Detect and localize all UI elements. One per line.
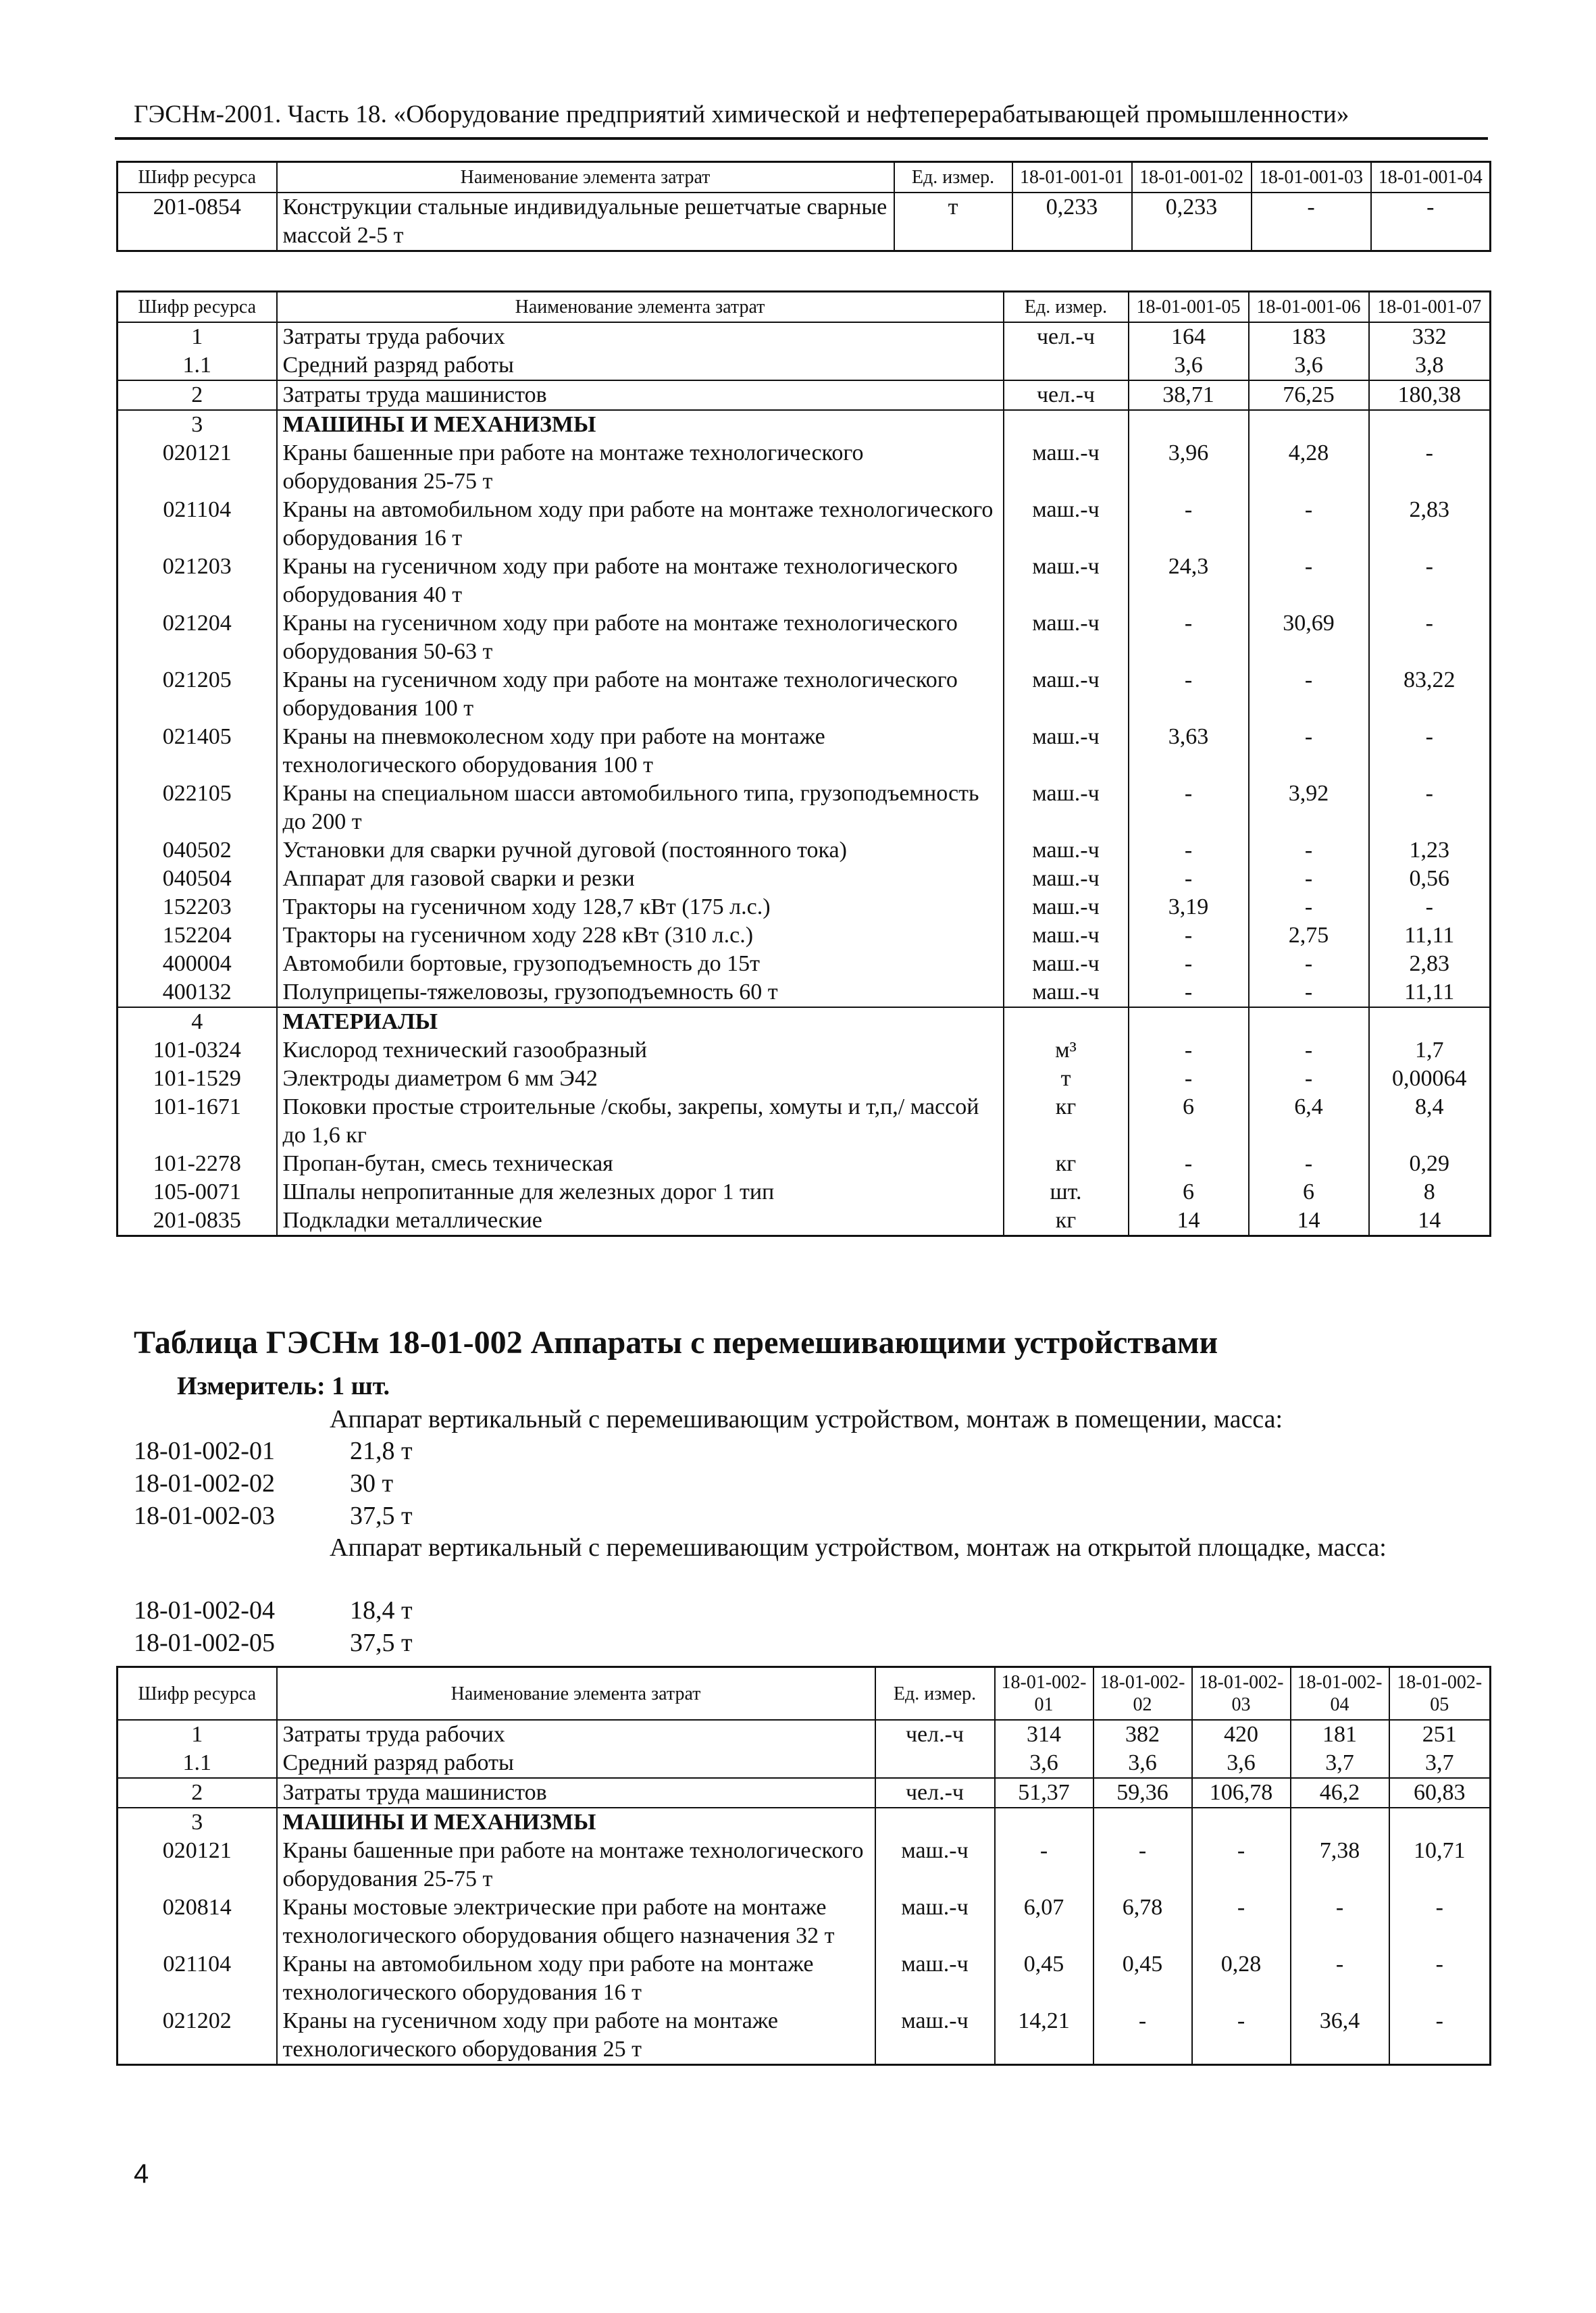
table-row <box>118 1093 1491 1150</box>
value-cell: 3,6 <box>995 1749 1093 1778</box>
value-cell: 14 <box>1369 1206 1491 1236</box>
col-header-name: Наименование элемента затрат <box>277 1667 875 1721</box>
value-cell <box>1249 1007 1369 1036</box>
table-row <box>118 836 1491 865</box>
table-row <box>118 439 1491 496</box>
resource-name-cell: МАШИНЫ И МЕХАНИЗМЫ <box>277 1808 875 1837</box>
value-cell: - <box>1291 1950 1389 2007</box>
table-row <box>118 1150 1491 1178</box>
resource-name-cell: Тракторы на гусеничном ходу 128,7 кВт (175 л.с.) <box>277 893 1004 921</box>
value-cell: 2,83 <box>1369 950 1491 978</box>
value-cell: - <box>1129 950 1249 978</box>
resource-code-cell: 1 <box>118 322 277 351</box>
col-header-variant: 18-01-001-01 <box>1012 162 1132 193</box>
value-cell: - <box>1129 978 1249 1007</box>
group2-description: Аппарат вертикальный с перемешивающим устройством, монтаж на открытой площадке, масса: <box>330 1533 1387 1562</box>
unit-cell: т <box>1004 1065 1129 1093</box>
value-cell: 4,28 <box>1249 439 1369 496</box>
resource-code-cell: 020121 <box>118 439 277 496</box>
value-cell: - <box>1129 921 1249 950</box>
resource-name-cell: Краны на пневмоколесном ходу при работе на монтаже технологического оборудования 100 т <box>277 723 1004 780</box>
table-continuation <box>116 161 1491 252</box>
page-number: 4 <box>134 2159 149 2189</box>
resource-code-cell: 4 <box>118 1007 277 1036</box>
resource-name-cell: Краны башенные при работе на монтаже технологического оборудования 25-75 т <box>277 1837 875 1893</box>
table-row <box>118 921 1491 950</box>
value-cell: - <box>1369 893 1491 921</box>
table-row <box>118 193 1491 251</box>
unit-cell: маш.-ч <box>875 1837 995 1893</box>
value-cell: 46,2 <box>1291 1778 1389 1808</box>
unit-cell: маш.-ч <box>1004 666 1129 723</box>
resource-name-cell: Шпалы непропитанные для железных дорог 1 тип <box>277 1178 1004 1206</box>
value-cell: - <box>1249 496 1369 553</box>
table-002-title: Таблица ГЭСНм 18-01-002 Аппараты с перемешивающими устройствами <box>134 1325 1218 1361</box>
variant-mass: 37,5 т <box>350 1629 413 1657</box>
table-row <box>118 893 1491 921</box>
value-cell: 6 <box>1249 1178 1369 1206</box>
unit-cell: кг <box>1004 1150 1129 1178</box>
value-cell: 24,3 <box>1129 553 1249 609</box>
unit-cell: кг <box>1004 1206 1129 1236</box>
table-row <box>118 1206 1491 1236</box>
header-rule <box>115 137 1488 140</box>
value-cell: - <box>1252 193 1371 251</box>
value-cell: - <box>1129 496 1249 553</box>
resource-code-cell: 1 <box>118 1720 277 1749</box>
resource-name-cell: Краны на гусеничном ходу при работе на монтаже технологического оборудования 50-63 т <box>277 609 1004 666</box>
col-header-unit: Ед. измер. <box>875 1667 995 1721</box>
table-row <box>118 410 1491 439</box>
unit-cell: т <box>894 193 1012 251</box>
resource-name-cell: Подкладки металлические <box>277 1206 1004 1236</box>
value-cell: - <box>1093 1837 1192 1893</box>
unit-cell: маш.-ч <box>1004 780 1129 836</box>
resource-name-cell: Конструкции стальные индивидуальные решетчатые сварные массой 2-5 т <box>277 193 894 251</box>
value-cell: 14,21 <box>995 2007 1093 2065</box>
resource-code-cell: 021104 <box>118 496 277 553</box>
value-cell: 0,28 <box>1192 1950 1291 2007</box>
resource-code-cell: 020814 <box>118 1893 277 1950</box>
unit-cell: маш.-ч <box>1004 496 1129 553</box>
resource-name-cell: Краны на автомобильном ходу при работе на монтаже технологического оборудования 16 т <box>277 496 1004 553</box>
unit-cell: шт. <box>1004 1178 1129 1206</box>
value-cell: - <box>1369 439 1491 496</box>
value-cell: 382 <box>1093 1720 1192 1749</box>
unit-cell: чел.-ч <box>875 1720 995 1749</box>
table-row <box>118 1950 1491 2007</box>
value-cell: 76,25 <box>1249 380 1369 410</box>
value-cell: 332 <box>1369 322 1491 351</box>
resource-name-cell: Краны на автомобильном ходу при работе на монтаже технологического оборудования 16 т <box>277 1950 875 2007</box>
value-cell: 59,36 <box>1093 1778 1192 1808</box>
value-cell: - <box>1369 553 1491 609</box>
resource-code-cell: 105-0071 <box>118 1178 277 1206</box>
resource-code-cell: 021203 <box>118 553 277 609</box>
col-header-unit: Ед. измер. <box>1004 292 1129 323</box>
table-header-row <box>118 162 1491 193</box>
col-header-name: Наименование элемента затрат <box>277 162 894 193</box>
col-header-variant: 18-01-002-02 <box>1093 1667 1192 1721</box>
variant-line <box>134 1628 413 1658</box>
variant-code: 18-01-002-02 <box>134 1469 275 1498</box>
unit-cell: маш.-ч <box>1004 978 1129 1007</box>
unit-cell: маш.-ч <box>1004 439 1129 496</box>
value-cell: 3,19 <box>1129 893 1249 921</box>
value-cell: 7,38 <box>1291 1837 1389 1893</box>
unit-cell <box>1004 1007 1129 1036</box>
value-cell: 106,78 <box>1192 1778 1291 1808</box>
group1-description: Аппарат вертикальный с перемешивающим устройством, монтаж в помещении, масса: <box>330 1405 1283 1433</box>
col-header-code: Шифр ресурса <box>118 1667 277 1721</box>
table-row <box>118 978 1491 1007</box>
resource-name-cell: Затраты труда машинистов <box>277 1778 875 1808</box>
value-cell: - <box>1249 723 1369 780</box>
value-cell: - <box>1129 865 1249 893</box>
resource-name-cell: Затраты труда рабочих <box>277 322 1004 351</box>
value-cell <box>995 1808 1093 1837</box>
table-row <box>118 1778 1491 1808</box>
value-cell: - <box>1249 865 1369 893</box>
value-cell: - <box>1129 836 1249 865</box>
col-header-variant: 18-01-001-06 <box>1249 292 1369 323</box>
value-cell: - <box>1249 666 1369 723</box>
value-cell: 3,7 <box>1389 1749 1491 1778</box>
table-row <box>118 1065 1491 1093</box>
table-row <box>118 1837 1491 1893</box>
resource-code-cell: 021204 <box>118 609 277 666</box>
value-cell: - <box>1129 1150 1249 1178</box>
resource-code-cell: 021205 <box>118 666 277 723</box>
unit-cell <box>1004 351 1129 380</box>
value-cell: - <box>1389 1950 1491 2007</box>
resource-name-cell: Пропан-бутан, смесь техническая <box>277 1150 1004 1178</box>
value-cell: - <box>1249 1065 1369 1093</box>
resource-code-cell: 400132 <box>118 978 277 1007</box>
resource-name-cell: Поковки простые строительные /скобы, закрепы, хомуты и т,п,/ массой до 1,6 кг <box>277 1093 1004 1150</box>
value-cell: 3,96 <box>1129 439 1249 496</box>
resource-name-cell: Затраты труда рабочих <box>277 1720 875 1749</box>
unit-cell: маш.-ч <box>1004 865 1129 893</box>
resource-code-cell: 152203 <box>118 893 277 921</box>
resource-code-cell: 3 <box>118 1808 277 1837</box>
resource-code-cell: 021405 <box>118 723 277 780</box>
resource-name-cell: Средний разряд работы <box>277 351 1004 380</box>
resource-name-cell: Электроды диаметром 6 мм Э42 <box>277 1065 1004 1093</box>
resource-name-cell: МАШИНЫ И МЕХАНИЗМЫ <box>277 410 1004 439</box>
table-row <box>118 1036 1491 1065</box>
unit-cell: маш.-ч <box>1004 921 1129 950</box>
unit-cell <box>1004 410 1129 439</box>
value-cell: 14 <box>1129 1206 1249 1236</box>
table-row <box>118 1893 1491 1950</box>
value-cell: - <box>1192 1837 1291 1893</box>
value-cell: - <box>1249 1150 1369 1178</box>
value-cell <box>1192 1808 1291 1837</box>
resource-name-cell: Установки для сварки ручной дуговой (постоянного тока) <box>277 836 1004 865</box>
value-cell: 8,4 <box>1369 1093 1491 1150</box>
variant-mass: 18,4 т <box>350 1596 413 1625</box>
value-cell: - <box>1129 1036 1249 1065</box>
table-row <box>118 865 1491 893</box>
unit-cell: маш.-ч <box>875 1950 995 2007</box>
value-cell: 8 <box>1369 1178 1491 1206</box>
table-18-01-001-b <box>116 290 1491 1237</box>
col-header-name: Наименование элемента затрат <box>277 292 1004 323</box>
table-002-measure: Измеритель: 1 шт. <box>177 1372 390 1400</box>
unit-cell: м³ <box>1004 1036 1129 1065</box>
unit-cell: кг <box>1004 1093 1129 1150</box>
value-cell: 0,233 <box>1132 193 1252 251</box>
value-cell: - <box>995 1837 1093 1893</box>
col-header-unit: Ед. измер. <box>894 162 1012 193</box>
resource-code-cell: 400004 <box>118 950 277 978</box>
variant-line <box>134 1501 413 1531</box>
value-cell: 3,92 <box>1249 780 1369 836</box>
resource-code-cell: 101-1671 <box>118 1093 277 1150</box>
value-cell <box>1369 1007 1491 1036</box>
value-cell <box>1291 1808 1389 1837</box>
value-cell: - <box>1389 2007 1491 2065</box>
value-cell: 1,7 <box>1369 1036 1491 1065</box>
value-cell: - <box>1249 893 1369 921</box>
resource-code-cell: 040502 <box>118 836 277 865</box>
value-cell: - <box>1249 553 1369 609</box>
unit-cell: маш.-ч <box>1004 553 1129 609</box>
value-cell: 3,6 <box>1093 1749 1192 1778</box>
value-cell: - <box>1129 609 1249 666</box>
value-cell: 51,37 <box>995 1778 1093 1808</box>
value-cell: 6,07 <box>995 1893 1093 1950</box>
value-cell: 6,78 <box>1093 1893 1192 1950</box>
table-row <box>118 496 1491 553</box>
resource-name-cell: Полуприцепы-тяжеловозы, грузоподъемность 60 т <box>277 978 1004 1007</box>
value-cell: 0,45 <box>995 1950 1093 2007</box>
value-cell: 181 <box>1291 1720 1389 1749</box>
resource-code-cell: 101-2278 <box>118 1150 277 1178</box>
unit-cell: маш.-ч <box>1004 836 1129 865</box>
resource-name-cell: Затраты труда машинистов <box>277 380 1004 410</box>
resource-code-cell: 1.1 <box>118 1749 277 1778</box>
resource-code-cell: 021202 <box>118 2007 277 2065</box>
value-cell: 60,83 <box>1389 1778 1491 1808</box>
value-cell: - <box>1369 723 1491 780</box>
resource-name-cell: Краны мостовые электрические при работе на монтаже технологического оборудования общего назначения 32 т <box>277 1893 875 1950</box>
resource-code-cell: 2 <box>118 380 277 410</box>
unit-cell <box>875 1749 995 1778</box>
value-cell: - <box>1249 836 1369 865</box>
value-cell: 3,63 <box>1129 723 1249 780</box>
variant-code: 18-01-002-01 <box>134 1437 275 1465</box>
table-row <box>118 322 1491 351</box>
resource-code-cell: 101-0324 <box>118 1036 277 1065</box>
resource-code-cell: 021104 <box>118 1950 277 2007</box>
value-cell: - <box>1249 1036 1369 1065</box>
col-header-code: Шифр ресурса <box>118 162 277 193</box>
unit-cell: чел.-ч <box>1004 322 1129 351</box>
resource-name-cell: Средний разряд работы <box>277 1749 875 1778</box>
value-cell: - <box>1291 1893 1389 1950</box>
col-header-variant: 18-01-001-04 <box>1371 162 1491 193</box>
value-cell: 314 <box>995 1720 1093 1749</box>
col-header-variant: 18-01-001-03 <box>1252 162 1371 193</box>
value-cell: 11,11 <box>1369 921 1491 950</box>
value-cell: 251 <box>1389 1720 1491 1749</box>
resource-code-cell: 101-1529 <box>118 1065 277 1093</box>
page-header-title: ГЭСНм-2001. Часть 18. «Оборудование предприятий химической и нефтеперерабатывающей промышленности» <box>134 101 1349 128</box>
table-row <box>118 1178 1491 1206</box>
resource-name-cell: Краны на гусеничном ходу при работе на монтаже технологического оборудования 40 т <box>277 553 1004 609</box>
variant-line <box>134 1596 413 1625</box>
value-cell: 0,00064 <box>1369 1065 1491 1093</box>
resource-code-cell: 2 <box>118 1778 277 1808</box>
resource-code-cell: 1.1 <box>118 351 277 380</box>
resource-code-cell: 040504 <box>118 865 277 893</box>
resource-code-cell: 020121 <box>118 1837 277 1893</box>
unit-cell: маш.-ч <box>875 2007 995 2065</box>
value-cell: - <box>1249 978 1369 1007</box>
unit-cell: чел.-ч <box>875 1778 995 1808</box>
variant-code: 18-01-002-05 <box>134 1629 275 1657</box>
value-cell: 30,69 <box>1249 609 1369 666</box>
table-18-01-002 <box>116 1666 1491 2066</box>
value-cell: 2,83 <box>1369 496 1491 553</box>
value-cell: 2,75 <box>1249 921 1369 950</box>
resource-name-cell: Автомобили бортовые, грузоподъемность до 15т <box>277 950 1004 978</box>
table-row <box>118 553 1491 609</box>
value-cell: 10,71 <box>1389 1837 1491 1893</box>
value-cell: 11,11 <box>1369 978 1491 1007</box>
value-cell <box>1129 410 1249 439</box>
value-cell: 3,6 <box>1129 351 1249 380</box>
value-cell: 36,4 <box>1291 2007 1389 2065</box>
variant-mass: 37,5 т <box>350 1502 413 1530</box>
value-cell: 38,71 <box>1129 380 1249 410</box>
value-cell: 6 <box>1129 1178 1249 1206</box>
resource-name-cell: Краны на гусеничном ходу при работе на монтаже технологического оборудования 25 т <box>277 2007 875 2065</box>
col-header-variant: 18-01-002-05 <box>1389 1667 1491 1721</box>
value-cell: - <box>1129 666 1249 723</box>
col-header-variant: 18-01-002-01 <box>995 1667 1093 1721</box>
value-cell: - <box>1369 609 1491 666</box>
value-cell: 3,8 <box>1369 351 1491 380</box>
value-cell: - <box>1129 1065 1249 1093</box>
col-header-variant: 18-01-002-03 <box>1192 1667 1291 1721</box>
variant-mass: 30 т <box>350 1469 394 1498</box>
unit-cell: маш.-ч <box>1004 893 1129 921</box>
resource-code-cell: 022105 <box>118 780 277 836</box>
value-cell: 14 <box>1249 1206 1369 1236</box>
value-cell <box>1129 1007 1249 1036</box>
table-row <box>118 780 1491 836</box>
resource-code-cell: 201-0854 <box>118 193 277 251</box>
value-cell: - <box>1129 780 1249 836</box>
value-cell: 1,23 <box>1369 836 1491 865</box>
variant-line <box>134 1469 394 1498</box>
resource-name-cell: Кислород технический газообразный <box>277 1036 1004 1065</box>
value-cell: 6,4 <box>1249 1093 1369 1150</box>
col-header-variant: 18-01-001-05 <box>1129 292 1249 323</box>
value-cell: 180,38 <box>1369 380 1491 410</box>
resource-code-cell: 3 <box>118 410 277 439</box>
col-header-variant: 18-01-002-04 <box>1291 1667 1389 1721</box>
variant-mass: 21,8 т <box>350 1437 413 1465</box>
value-cell: 0,45 <box>1093 1950 1192 2007</box>
value-cell: 164 <box>1129 322 1249 351</box>
value-cell: 6 <box>1129 1093 1249 1150</box>
value-cell: 183 <box>1249 322 1369 351</box>
table-row <box>118 666 1491 723</box>
col-header-variant: 18-01-001-02 <box>1132 162 1252 193</box>
value-cell: - <box>1249 950 1369 978</box>
unit-cell: маш.-ч <box>1004 723 1129 780</box>
value-cell: 420 <box>1192 1720 1291 1749</box>
table-row <box>118 1007 1491 1036</box>
unit-cell: чел.-ч <box>1004 380 1129 410</box>
col-header-code: Шифр ресурса <box>118 292 277 323</box>
value-cell: 3,6 <box>1192 1749 1291 1778</box>
table-row <box>118 1749 1491 1778</box>
resource-name-cell: Краны на гусеничном ходу при работе на монтаже технологического оборудования 100 т <box>277 666 1004 723</box>
variant-line <box>134 1436 413 1466</box>
resource-name-cell: Тракторы на гусеничном ходу 228 кВт (310 л.с.) <box>277 921 1004 950</box>
value-cell: - <box>1369 780 1491 836</box>
table-row <box>118 380 1491 410</box>
value-cell <box>1249 410 1369 439</box>
unit-cell: маш.-ч <box>1004 950 1129 978</box>
table-row <box>118 723 1491 780</box>
resource-name-cell: Аппарат для газовой сварки и резки <box>277 865 1004 893</box>
value-cell: 3,6 <box>1249 351 1369 380</box>
value-cell: - <box>1192 2007 1291 2065</box>
table-row <box>118 2007 1491 2065</box>
resource-name-cell: Краны на специальном шасси автомобильного типа, грузоподъемность до 200 т <box>277 780 1004 836</box>
unit-cell: маш.-ч <box>1004 609 1129 666</box>
table-row <box>118 950 1491 978</box>
table-row <box>118 1720 1491 1749</box>
resource-name-cell: Краны башенные при работе на монтаже технологического оборудования 25-75 т <box>277 439 1004 496</box>
table-header-row <box>118 292 1491 323</box>
value-cell <box>1369 410 1491 439</box>
value-cell: 83,22 <box>1369 666 1491 723</box>
value-cell: 0,29 <box>1369 1150 1491 1178</box>
variant-code: 18-01-002-04 <box>134 1596 275 1625</box>
table-header-row <box>118 1667 1491 1721</box>
variant-code: 18-01-002-03 <box>134 1502 275 1530</box>
value-cell: - <box>1389 1893 1491 1950</box>
value-cell: 3,7 <box>1291 1749 1389 1778</box>
value-cell: - <box>1192 1893 1291 1950</box>
table-row <box>118 1808 1491 1837</box>
resource-code-cell: 152204 <box>118 921 277 950</box>
col-header-variant: 18-01-001-07 <box>1369 292 1491 323</box>
value-cell: - <box>1371 193 1491 251</box>
table-row <box>118 351 1491 380</box>
value-cell <box>1389 1808 1491 1837</box>
value-cell: 0,56 <box>1369 865 1491 893</box>
unit-cell: маш.-ч <box>875 1893 995 1950</box>
table-row <box>118 609 1491 666</box>
resource-code-cell: 201-0835 <box>118 1206 277 1236</box>
resource-name-cell: МАТЕРИАЛЫ <box>277 1007 1004 1036</box>
value-cell <box>1093 1808 1192 1837</box>
unit-cell <box>875 1808 995 1837</box>
value-cell: 0,233 <box>1012 193 1132 251</box>
value-cell: - <box>1093 2007 1192 2065</box>
